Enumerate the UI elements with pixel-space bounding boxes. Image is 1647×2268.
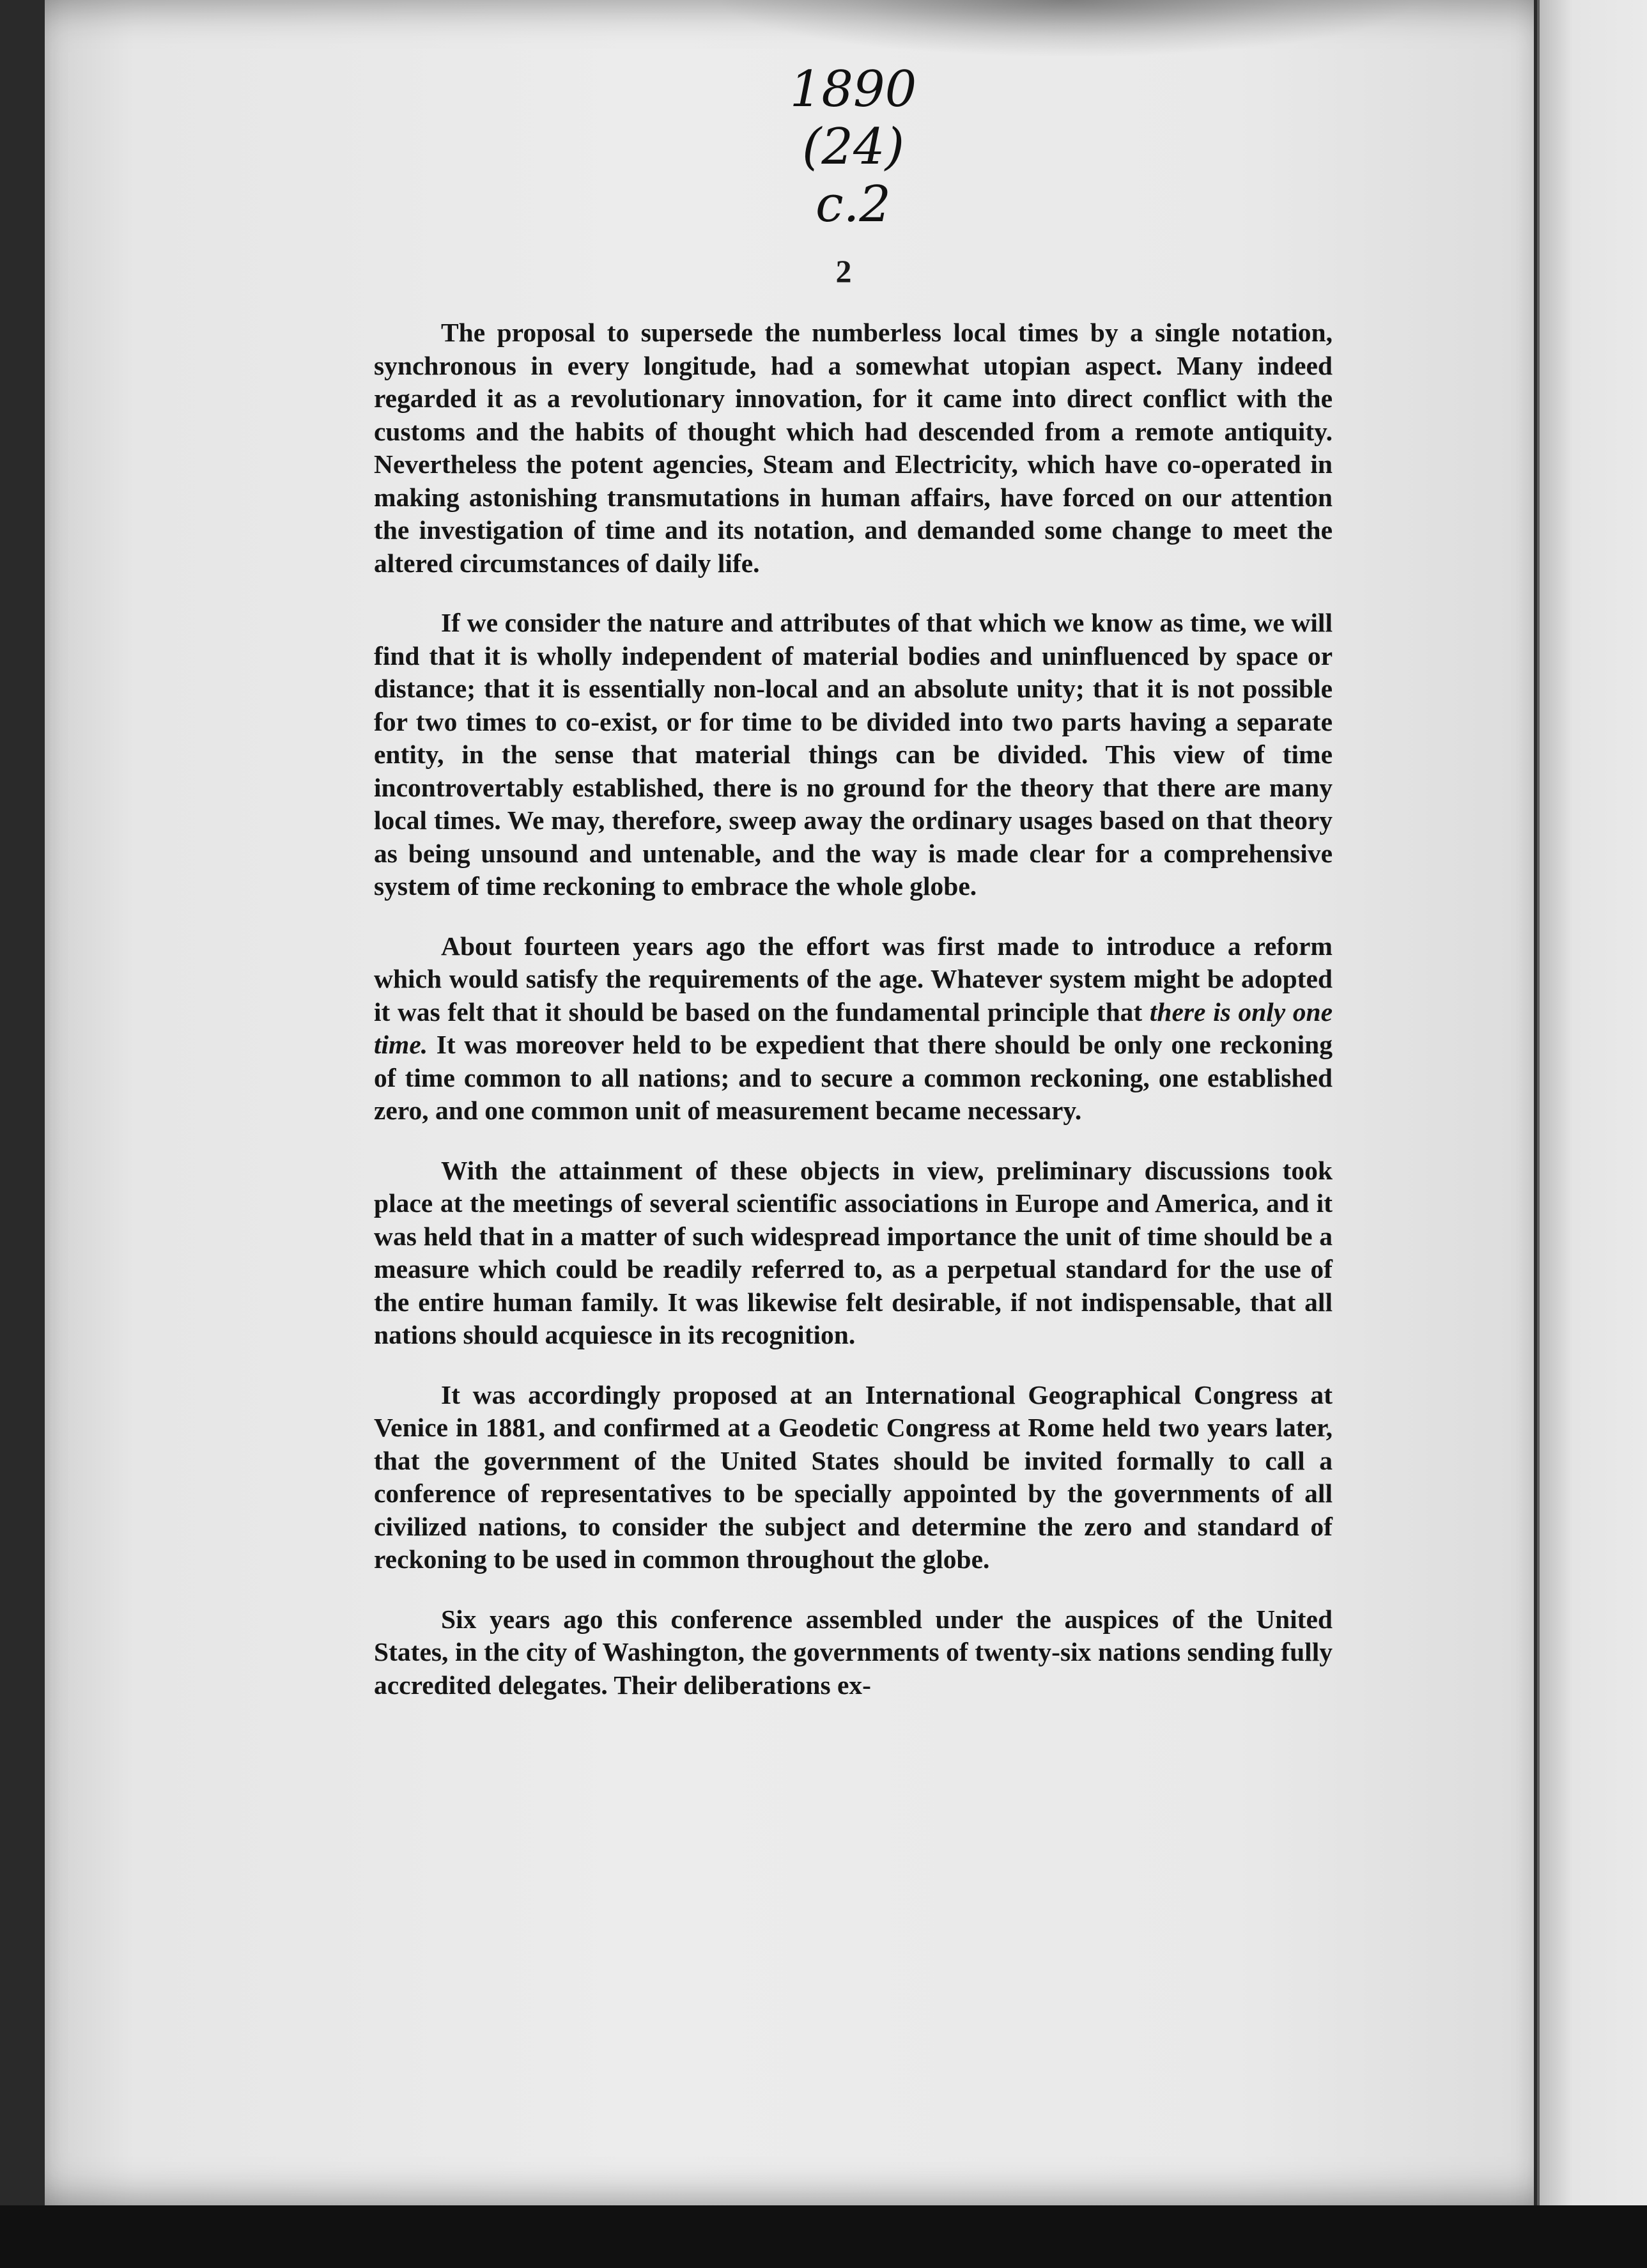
paragraph [374, 1154, 1333, 1352]
italic-text: there is only one time. [374, 997, 1333, 1059]
page-number: 2 [835, 253, 852, 289]
paragraph-text: The proposal to supersede the numberless local times by a single notation, synchronous in every longitude, had a somewhat utopian aspect. Many indeed regarded it as a revolutionary innovation, for it came into direct conflict with the customs and the habits of thought which had descended from a remote antiquity. Nevertheless the potent agencies, Steam and Electricity, which have co-operated in making astonishing transmutations in human affairs, have forced on our attention the investigation of time and its notation, and demanded some change to meet the altered circumstances of daily life. [374, 318, 1333, 578]
body-text [374, 316, 1333, 1728]
paragraph-text: It was moreover held to be expedient that there should be only one reckoning of time common to all nations; and to secure a common reckoning, one established zero, and one common unit of measurement became necessary. [374, 1030, 1333, 1125]
adjacent-page-edge [1537, 0, 1647, 2205]
paragraph [374, 930, 1333, 1128]
paragraph [374, 316, 1333, 580]
call-number-line: (24) [801, 118, 905, 176]
paragraph-text: About fourteen years ago the effort was first made to introduce a reform which would satisfy the requirements of the age. Whatever system might be adopted it was felt that it should be based on the fundamental principle that [374, 931, 1333, 1027]
call-number-line: c.2 [815, 176, 892, 233]
page-stain [716, 0, 1419, 58]
paragraph-text: Six years ago this conference assembled under the auspices of the United States, in the city of Washington, the governments of twenty-six nations sending fully accredited delegates. Their deliberations ex- [374, 1604, 1333, 1700]
handwritten-call-number [770, 61, 936, 233]
paragraph-text: If we consider the nature and attributes of that which we know as time, we will find that it is wholly independent of material bodies and uninfluenced by space or distance; that it is essentially non-local and an absolute unity; that it is not possible for two times to co-exist, or for time to be divided into two parts having a separate entity, in the sense that material things can be divided. This view of time incontrovertably established, there is no ground for the theory that there are many local times. We may, therefore, sweep away the ordinary usages based on that theory as being unsound and untenable, and the way is made clear for a comprehensive system of time reckoning to embrace the whole globe. [374, 608, 1333, 901]
paragraph-text: It was accordingly proposed at an International Geographical Congress at Venice in 1881, and confirmed at a Geodetic Congress at Rome held two years later, that the government of the United States should be invited formally to call a conference of representatives to be specially appointed by the governments of all civilized nations, to consider the subject and determine the zero and standard of reckoning to be used in common throughout the globe. [374, 1379, 1333, 1574]
scan-border [0, 2205, 1647, 2268]
paragraph-text: With the attainment of these objects in view, preliminary discussions took place at the meetings of several scientific associations in Europe and America, and it was held that in a matter of such widespread importance the unit of time should be a measure which could be readily referred to, as a perpetual standard for the use of the entire human family. It was likewise felt desirable, if not indispensable, that all nations should acquiesce in its recognition. [374, 1155, 1333, 1349]
paragraph [374, 607, 1333, 903]
call-number-line: 1890 [789, 61, 917, 118]
paragraph [374, 1603, 1333, 1702]
paragraph [374, 1379, 1333, 1576]
